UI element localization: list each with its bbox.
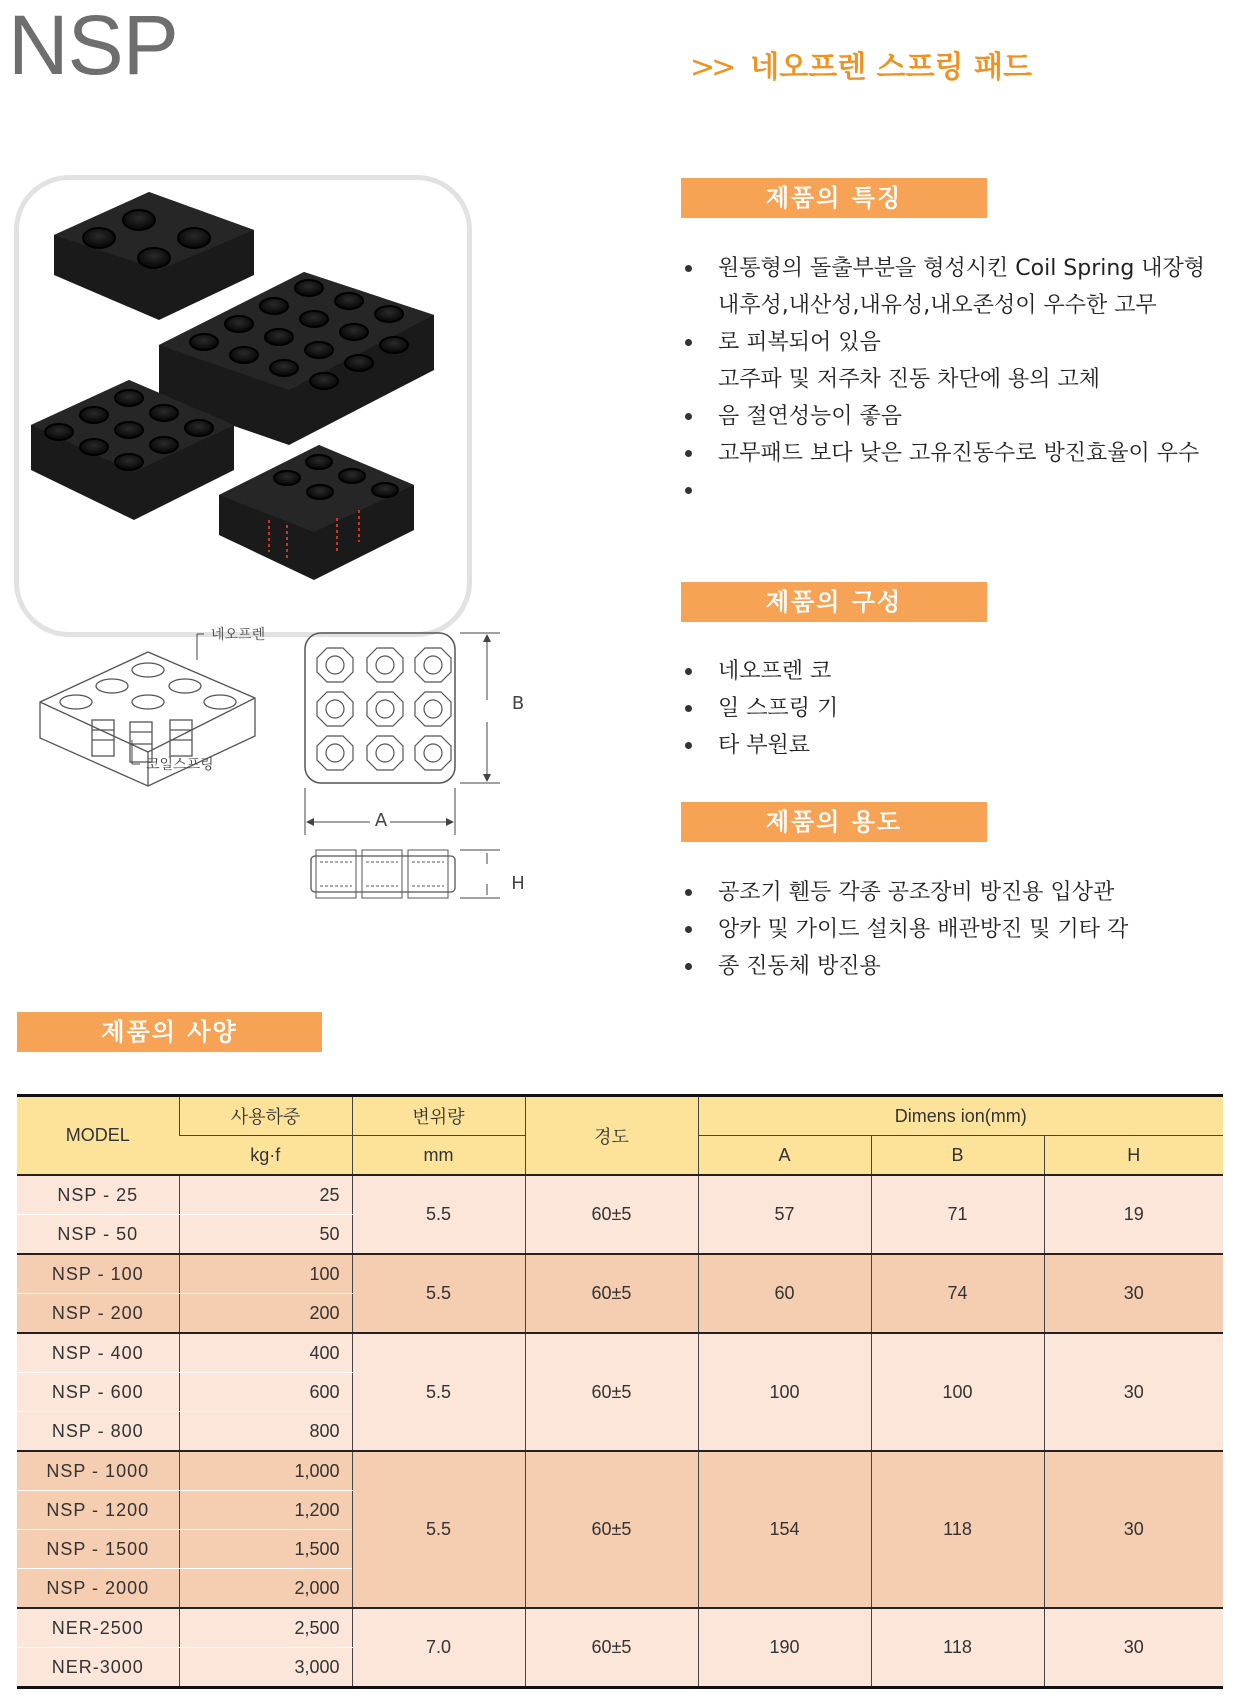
cell-hardness: 60±5 [525, 1175, 698, 1254]
cell-model: NSP - 400 [17, 1333, 179, 1373]
col-load-unit: kg·f [179, 1136, 352, 1176]
feature-line: 고주파 및 저주차 진동 차단에 용의 고체 [718, 367, 1100, 392]
cell-dim-a: 100 [698, 1333, 871, 1451]
cell-load: 50 [179, 1215, 352, 1255]
dim-h-label: H [511, 873, 525, 894]
usage-line: 공조기 휀등 각종 공조장비 방진용 입상관 [685, 874, 1128, 911]
cell-dim-b: 100 [871, 1333, 1044, 1451]
cell-load: 25 [179, 1175, 352, 1215]
cell-dim-b: 118 [871, 1608, 1044, 1688]
usage-line: 종 진동체 방진용 [685, 948, 1128, 985]
cell-hardness: 60±5 [525, 1608, 698, 1688]
cell-load: 2,000 [179, 1569, 352, 1609]
table-row [17, 1333, 1223, 1373]
table-row [17, 1451, 1223, 1491]
composition-list [685, 653, 838, 764]
cell-load: 1,000 [179, 1451, 352, 1491]
cell-dim-a: 60 [698, 1254, 871, 1333]
cell-hardness: 60±5 [525, 1333, 698, 1451]
cell-load: 1,200 [179, 1491, 352, 1530]
composition-heading: 제품의 구성 [681, 582, 987, 622]
col-dimension: Dimens ion(mm) [698, 1096, 1223, 1136]
dim-a-label: A [374, 810, 388, 831]
cell-displacement: 5.5 [352, 1254, 525, 1333]
cell-dim-b: 118 [871, 1451, 1044, 1608]
cell-dim-b: 74 [871, 1254, 1044, 1333]
composition-line: 일 스프링 기 [685, 690, 838, 727]
col-displacement: 변위량 [352, 1096, 525, 1136]
cell-model: NSP - 1200 [17, 1491, 179, 1530]
cell-model: NSP - 800 [17, 1412, 179, 1452]
cell-dim-a: 57 [698, 1175, 871, 1254]
cell-model: NER-3000 [17, 1648, 179, 1688]
features-list [685, 250, 1205, 472]
col-load: 사용하중 [179, 1096, 352, 1136]
col-hardness: 경도 [525, 1096, 698, 1176]
table-row [17, 1608, 1223, 1648]
product-subtitle [690, 48, 1032, 88]
cell-displacement: 7.0 [352, 1608, 525, 1688]
cell-model: NSP - 2000 [17, 1569, 179, 1609]
cell-dim-a: 154 [698, 1451, 871, 1608]
col-dim-b: B [871, 1136, 1044, 1176]
cell-model: NSP - 1000 [17, 1451, 179, 1491]
usage-line: 앙카 및 가이드 설치용 배관방진 및 기타 각 [685, 911, 1128, 948]
subtitle-text: 네오프렌 스프링 패드 [750, 50, 1032, 85]
cell-load: 2,500 [179, 1608, 352, 1648]
cell-model: NSP - 1500 [17, 1530, 179, 1569]
usage-list [685, 874, 1128, 985]
cell-displacement: 5.5 [352, 1175, 525, 1254]
feature-line: 로 피복되어 있음 [685, 324, 1205, 361]
cell-dim-h: 30 [1044, 1254, 1223, 1333]
col-dim-h: H [1044, 1136, 1223, 1176]
feature-line: 음 절연성능이 좋음 [685, 398, 1205, 435]
composition-line: 네오프렌 코 [685, 653, 838, 690]
composition-line: 타 부원료 [685, 727, 838, 764]
cell-dim-a: 190 [698, 1608, 871, 1688]
feature-line: 원통형의 돌출부분을 형성시킨 Coil Spring 내장형 [685, 250, 1205, 287]
product-photo [19, 180, 467, 632]
cell-model: NSP - 200 [17, 1294, 179, 1334]
table-row [17, 1254, 1223, 1294]
spec-heading: 제품의 사양 [17, 1012, 322, 1052]
cell-hardness: 60±5 [525, 1254, 698, 1333]
features-heading: 제품의 특징 [681, 178, 987, 218]
cell-model: NSP - 50 [17, 1215, 179, 1255]
cell-model: NSP - 100 [17, 1254, 179, 1294]
cell-dim-h: 30 [1044, 1333, 1223, 1451]
feature-line: 고무패드 보다 낮은 고유진동수로 방진효율이 우수 [685, 435, 1205, 472]
cell-displacement: 5.5 [352, 1333, 525, 1451]
cell-dim-b: 71 [871, 1175, 1044, 1254]
cell-displacement: 5.5 [352, 1451, 525, 1608]
dimension-diagram [30, 630, 500, 925]
model-title: NSP [8, 0, 178, 92]
cell-load: 400 [179, 1333, 352, 1373]
cell-load: 3,000 [179, 1648, 352, 1688]
col-model: MODEL [17, 1096, 179, 1176]
label-coil-spring: 코일스프링 [146, 757, 214, 773]
cell-model: NSP - 600 [17, 1373, 179, 1412]
cell-dim-h: 30 [1044, 1608, 1223, 1688]
cell-dim-h: 30 [1044, 1451, 1223, 1608]
table-row [17, 1175, 1223, 1215]
spec-table [17, 1094, 1223, 1689]
label-neoprene: 네오프렌 [211, 627, 266, 643]
cell-load: 600 [179, 1373, 352, 1412]
usage-heading: 제품의 용도 [681, 802, 987, 842]
cell-model: NSP - 25 [17, 1175, 179, 1215]
product-photo-frame [14, 175, 472, 637]
col-displacement-unit: mm [352, 1136, 525, 1176]
chevron-icon: >> [690, 50, 733, 85]
cell-load: 1,500 [179, 1530, 352, 1569]
col-dim-a: A [698, 1136, 871, 1176]
cell-hardness: 60±5 [525, 1451, 698, 1608]
feature-line: 내후성,내산성,내유성,내오존성이 우수한 고무 [718, 293, 1157, 318]
cell-model: NER-2500 [17, 1608, 179, 1648]
cell-load: 100 [179, 1254, 352, 1294]
cell-load: 800 [179, 1412, 352, 1452]
cell-load: 200 [179, 1294, 352, 1334]
dim-b-label: B [511, 693, 525, 714]
cell-dim-h: 19 [1044, 1175, 1223, 1254]
